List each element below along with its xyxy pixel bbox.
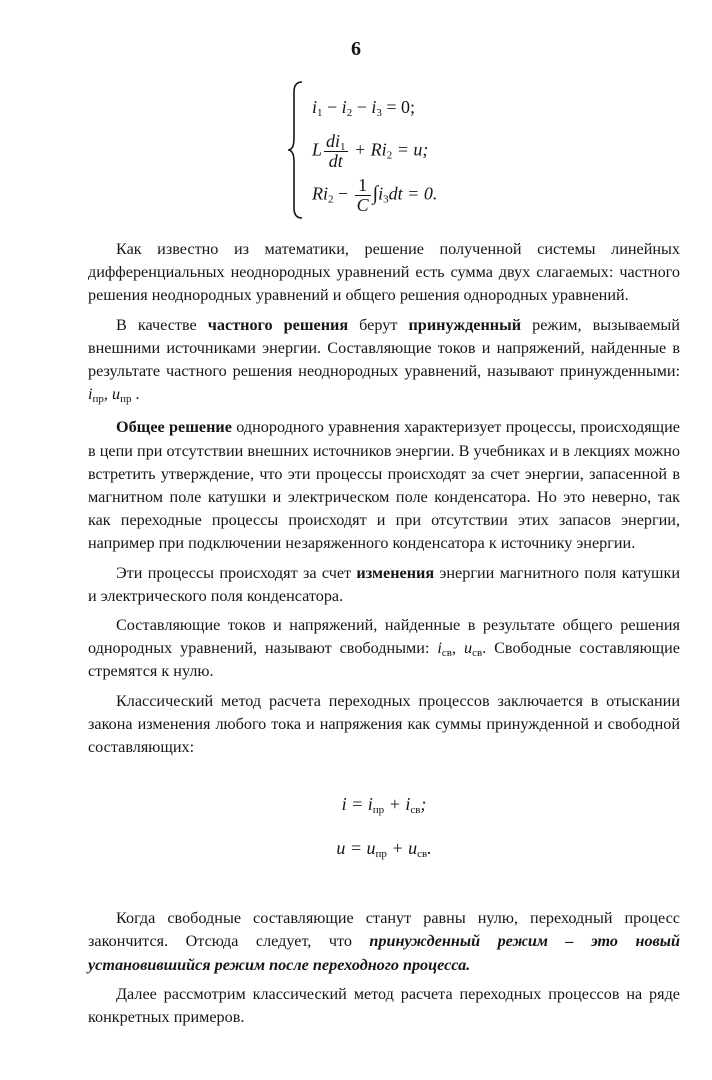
- paragraph-intro: Как известно из математики, решение полученной системы линейных дифференциальных неоднородных уравнений есть сумма двух слагаемых: частного решения неоднородных уравнений и общего решения однородных уравнений.: [88, 240, 680, 305]
- fraction-di-dt: $\frac{di_1}{dt}$: [326, 131, 346, 171]
- equation-capacitor-loop: $Ri_2$ − $\frac{1}{C}$ $\int i_3dt = 0$.: [312, 175, 438, 215]
- fraction-1-c: $\frac{1}{C}$: [356, 175, 369, 215]
- paragraph-free-components: Составляющие токов и напряжений, найденные в результате общего решения однородных уравнений, называют свободными: $i_{св}$, $u_{св}$. Свободные составляющие стремятся к нулю.: [88, 616, 680, 681]
- left-brace-icon: [286, 80, 306, 220]
- equation-inductor-loop: L $\frac{di_1}{dt}$ + $Ri_2 = u$;: [312, 131, 429, 171]
- paragraph-conclusion: Когда свободные составляющие станут равны нулю, переходный процесс закончится. Отсюда следует, что принужденный режим – это новый установившийся режим после переходного процесса.: [88, 909, 680, 974]
- equation-kirchhoff-currents: $i_1 - i_2 - i_3 = 0$;: [312, 97, 416, 119]
- page-number: 6: [351, 38, 361, 60]
- paragraph-next: Далее рассмотрим классический метод расчета переходных процессов на ряде конкретных примеров.: [88, 984, 680, 1027]
- paragraph-classical-method: Классический метод расчета переходных процессов заключается в отыскании закона изменения любого тока и напряжения как суммы принужденной и свободной составляющих:: [88, 691, 680, 757]
- equation-voltage-sum: $u = u_{пр} + u_{св}$.: [336, 838, 432, 861]
- paragraph-general-solution: Общее решение однородного уравнения характеризует процессы, происходящие в цепи при отсутствии внешних источников энергии. В учебниках и в лекциях можно встретить утверждение, что эти процессы происходят за счет энергии, запасенной в магнитном поле катушки и электрическом поле конденсатора. Но это неверно, так как переходные процессы происходят и при отсутствии этих запасов энергии, например при подключении незаряженного конденсатора к источнику энергии.: [88, 418, 680, 553]
- page-body: [88, 238, 680, 1035]
- equation-current-sum: $i = i_{пр} + i_{св}$;: [341, 794, 427, 817]
- paragraph-energy-change: Эти процессы происходят за счет изменения энергии магнитного поля катушки и электрического поля конденсатора.: [88, 563, 680, 605]
- equation-system: [286, 80, 486, 220]
- paragraph-particular-solution: В качестве частного решения берут принужденный режим, вызываемый внешними источниками энергии. Составляющие токов и напряжений, найденные в результате частного решения неоднородных уравнений, называют принужденными: $i_{пр}$, $u_{пр}$ .: [88, 315, 680, 406]
